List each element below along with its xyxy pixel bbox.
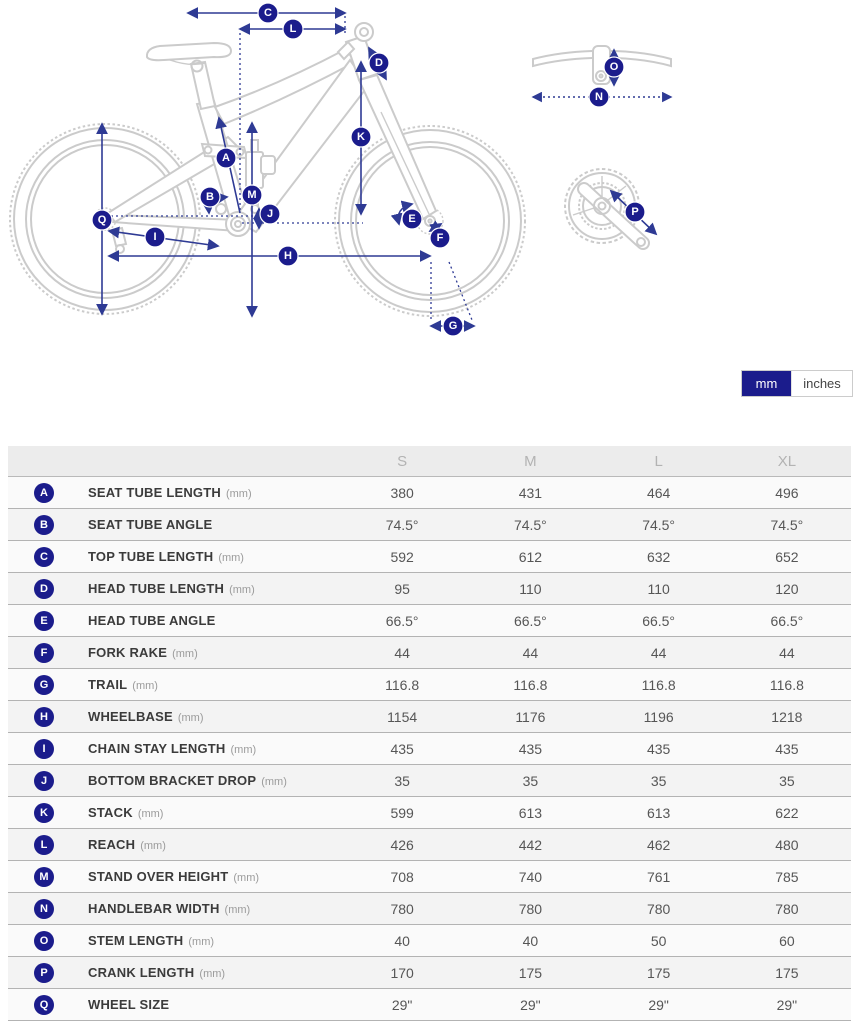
table-row	[8, 477, 851, 509]
row-label-cell	[80, 708, 338, 726]
svg-text:J: J	[266, 208, 274, 220]
inches-toggle-button[interactable]: inches	[791, 371, 852, 396]
diagram-label-c	[258, 3, 278, 23]
row-value-xl: 60	[779, 932, 795, 949]
row-value-l: 632	[646, 548, 671, 565]
row-value-s: 66.5°	[385, 612, 419, 629]
diagram-label-o	[604, 57, 624, 77]
row-letter-badge: O	[34, 931, 54, 951]
row-value-m: 110	[519, 580, 542, 597]
row-unit: (mm)	[137, 807, 164, 820]
row-value-m: 780	[518, 900, 543, 917]
row-value-l: 110	[647, 580, 670, 597]
row-value-l: 66.5°	[642, 612, 676, 629]
row-unit: (mm)	[177, 711, 204, 724]
table-row	[8, 669, 851, 701]
row-unit: (mm)	[199, 967, 226, 980]
table-row	[8, 605, 851, 637]
column-header-m: M	[524, 452, 537, 470]
row-value-m: 431	[518, 484, 543, 501]
row-letter-cell	[8, 675, 80, 695]
row-value-s: 116.8	[385, 676, 420, 693]
table-row	[8, 733, 851, 765]
diagram-label-a	[216, 148, 236, 168]
row-label: SEAT TUBE ANGLE	[88, 516, 213, 532]
svg-text:P: P	[631, 206, 639, 218]
geometry-diagram-svg	[0, 0, 859, 440]
row-value-l: 462	[646, 836, 671, 853]
row-value-s: 35	[394, 772, 410, 789]
table-header-row	[8, 446, 851, 477]
row-value-s: 599	[390, 804, 414, 821]
row-value-m: 740	[518, 868, 543, 885]
row-value-xl: 785	[775, 868, 799, 885]
row-label: CRANK LENGTH	[88, 964, 195, 980]
row-label: STACK	[88, 804, 133, 820]
column-header-l: L	[654, 452, 663, 470]
row-value-s: 780	[390, 900, 414, 917]
svg-text:C: C	[264, 7, 272, 19]
row-unit: (mm)	[172, 647, 198, 660]
diagram-label-n	[589, 87, 609, 107]
svg-text:E: E	[408, 213, 416, 225]
row-letter-badge: P	[34, 963, 54, 983]
row-label: CHAIN STAY LENGTH	[88, 740, 226, 756]
table-row	[8, 637, 851, 669]
row-value-l: 35	[650, 772, 667, 789]
row-value-s: 40	[394, 932, 410, 949]
handlebar-diagram	[533, 46, 671, 84]
row-value-s: 708	[390, 868, 414, 885]
svg-text:K: K	[357, 131, 365, 143]
row-value-s: 1154	[387, 708, 418, 725]
svg-text:L: L	[289, 23, 297, 35]
row-value-l: 175	[646, 964, 671, 981]
svg-text:I: I	[153, 231, 157, 243]
row-value-s: 95	[394, 580, 410, 597]
svg-text:G: G	[448, 320, 458, 332]
row-unit: (mm)	[224, 903, 251, 916]
row-value-m: 116.8	[513, 676, 548, 693]
row-letter-badge: A	[34, 483, 54, 503]
row-unit: (mm)	[229, 583, 255, 596]
row-label: STEM LENGTH	[88, 932, 184, 948]
row-letter-badge: B	[34, 515, 54, 535]
row-value-xl: 435	[775, 740, 799, 757]
row-label: WHEELBASE	[88, 708, 173, 724]
row-letter-cell	[8, 707, 80, 727]
diagram-label-m	[242, 185, 262, 205]
row-value-xl: 496	[775, 484, 799, 501]
table-row	[8, 701, 851, 733]
row-label: SEAT TUBE LENGTH	[88, 484, 221, 500]
row-value-xl: 780	[775, 900, 799, 917]
diagram-label-q	[92, 210, 112, 230]
row-letter-cell	[8, 899, 80, 919]
row-letter-badge: Q	[34, 995, 54, 1015]
row-letter-badge: M	[34, 867, 54, 887]
geometry-table	[8, 446, 851, 1021]
row-letter-cell	[8, 643, 80, 663]
row-value-m: 29"	[520, 996, 541, 1013]
row-letter-badge: L	[34, 835, 54, 855]
row-value-xl: 480	[775, 836, 799, 853]
table-row	[8, 541, 851, 573]
svg-text:M: M	[247, 189, 257, 201]
row-label-cell	[80, 484, 338, 502]
svg-text:D: D	[375, 57, 383, 69]
column-header-xl: XL	[777, 452, 797, 470]
diagram-label-h	[278, 246, 298, 266]
row-label-cell	[80, 644, 338, 662]
svg-text:O: O	[609, 61, 619, 73]
row-label: BOTTOM BRACKET DROP	[88, 772, 257, 788]
row-value-s: 74.5°	[385, 516, 419, 533]
row-value-l: 435	[646, 740, 671, 757]
table-row	[8, 925, 851, 957]
row-label: HEAD TUBE ANGLE	[88, 612, 216, 628]
row-letter-cell	[8, 579, 80, 599]
row-label-cell	[80, 772, 338, 790]
row-label-cell	[80, 996, 338, 1014]
row-label: HEAD TUBE LENGTH	[88, 580, 225, 596]
row-label-cell	[80, 548, 338, 566]
row-label-cell	[80, 676, 338, 694]
row-letter-cell	[8, 867, 80, 887]
row-unit: (mm)	[233, 871, 260, 884]
row-label-cell	[80, 740, 338, 758]
diagram-label-e	[402, 209, 422, 229]
svg-text:F: F	[436, 232, 444, 244]
row-letter-badge: E	[34, 611, 54, 631]
row-letter-cell	[8, 803, 80, 823]
diagram-label-j	[260, 204, 280, 224]
row-letter-cell	[8, 835, 80, 855]
mm-toggle-button[interactable]: mm	[742, 371, 791, 396]
row-value-m: 66.5°	[513, 612, 547, 629]
row-label-cell	[80, 868, 338, 886]
row-letter-badge: J	[34, 771, 54, 791]
diagram-label-p	[625, 202, 645, 222]
row-unit: (mm)	[188, 935, 215, 948]
row-label-cell	[80, 836, 338, 854]
row-label-cell	[80, 932, 338, 950]
row-label: HANDLEBAR WIDTH	[88, 900, 220, 916]
row-unit: (mm)	[225, 487, 252, 500]
svg-text:B: B	[206, 191, 214, 203]
row-letter-cell	[8, 963, 80, 983]
row-unit: (mm)	[132, 679, 158, 692]
diagram-label-g	[443, 316, 463, 336]
row-value-m: 1176	[515, 708, 546, 725]
row-unit: (mm)	[261, 775, 287, 788]
row-value-xl: 1218	[771, 708, 803, 725]
row-value-l: 44	[650, 644, 667, 661]
row-letter-cell	[8, 547, 80, 567]
row-value-xl: 35	[779, 772, 795, 789]
row-value-s: 170	[390, 964, 414, 981]
row-value-m: 74.5°	[513, 516, 547, 533]
row-label: REACH	[88, 836, 136, 852]
diagram-label-d	[369, 53, 389, 73]
row-value-l: 761	[646, 868, 671, 885]
row-value-s: 380	[390, 484, 414, 501]
row-value-xl: 29"	[776, 996, 798, 1013]
row-value-l: 74.5°	[642, 516, 676, 533]
row-value-xl: 622	[775, 804, 799, 821]
diagram-label-l	[283, 19, 303, 39]
front-wheel	[335, 126, 525, 316]
svg-text:N: N	[595, 91, 603, 103]
row-value-xl: 44	[779, 644, 795, 661]
bike-drawing	[10, 23, 671, 316]
row-value-xl: 652	[775, 548, 799, 565]
row-value-l: 613	[646, 804, 671, 821]
row-letter-badge: N	[34, 899, 54, 919]
row-letter-cell	[8, 931, 80, 951]
row-value-xl: 120	[775, 580, 799, 597]
table-body	[8, 477, 851, 1021]
table-row	[8, 957, 851, 989]
row-unit: (mm)	[230, 743, 257, 756]
row-value-m: 44	[522, 644, 539, 661]
row-value-l: 29"	[648, 996, 669, 1013]
row-value-xl: 116.8	[769, 676, 804, 693]
row-value-s: 592	[390, 548, 414, 565]
table-row	[8, 797, 851, 829]
row-letter-badge: K	[34, 803, 54, 823]
svg-text:Q: Q	[97, 214, 107, 226]
table-row	[8, 509, 851, 541]
row-letter-cell	[8, 739, 80, 759]
row-value-m: 612	[518, 548, 543, 565]
row-letter-badge: D	[34, 579, 54, 599]
table-row	[8, 765, 851, 797]
row-label-cell	[80, 612, 338, 630]
table-row	[8, 573, 851, 605]
bike-geometry-diagram	[0, 0, 859, 440]
row-letter-cell	[8, 995, 80, 1015]
diagram-label-f	[430, 228, 450, 248]
row-value-l: 464	[646, 484, 671, 501]
diagram-label-k	[351, 127, 371, 147]
row-value-m: 442	[518, 836, 543, 853]
row-value-m: 435	[518, 740, 543, 757]
row-value-m: 613	[518, 804, 543, 821]
row-label: STAND OVER HEIGHT	[88, 868, 229, 884]
row-label: TRAIL	[88, 676, 128, 692]
diagram-label-b	[200, 187, 220, 207]
row-letter-badge: C	[34, 547, 54, 567]
row-letter-badge: F	[34, 643, 54, 663]
unit-toggle	[741, 370, 853, 397]
row-label: TOP TUBE LENGTH	[88, 548, 214, 564]
row-value-m: 35	[522, 772, 539, 789]
row-value-xl: 175	[775, 964, 799, 981]
column-header-s: S	[397, 452, 408, 470]
row-value-s: 426	[390, 836, 414, 853]
svg-text:H: H	[284, 250, 292, 262]
table-row	[8, 829, 851, 861]
row-value-m: 40	[522, 932, 539, 949]
row-value-s: 29"	[391, 996, 413, 1013]
row-value-l: 50	[650, 932, 667, 949]
row-letter-cell	[8, 611, 80, 631]
row-label-cell	[80, 516, 338, 534]
row-letter-badge: G	[34, 675, 54, 695]
table-row	[8, 989, 851, 1021]
row-letter-badge: I	[34, 739, 54, 759]
row-value-s: 44	[394, 644, 410, 661]
row-unit: (mm)	[218, 551, 244, 564]
row-label-cell	[80, 964, 338, 982]
row-value-l: 780	[646, 900, 671, 917]
row-unit: (mm)	[140, 839, 166, 852]
table-row	[8, 861, 851, 893]
row-label-cell	[80, 804, 338, 822]
row-value-l: 116.8	[641, 676, 676, 693]
svg-text:A: A	[222, 152, 230, 164]
row-label-cell	[80, 900, 338, 918]
row-value-xl: 74.5°	[770, 516, 804, 533]
row-letter-cell	[8, 771, 80, 791]
row-letter-cell	[8, 483, 80, 503]
row-label: WHEEL SIZE	[88, 996, 170, 1012]
row-letter-badge: H	[34, 707, 54, 727]
row-value-xl: 66.5°	[770, 612, 804, 629]
table-row	[8, 893, 851, 925]
row-label: FORK RAKE	[88, 644, 168, 660]
row-letter-cell	[8, 515, 80, 535]
diagram-label-i	[145, 227, 165, 247]
row-value-m: 175	[518, 964, 543, 981]
row-value-l: 1196	[643, 708, 674, 725]
row-value-s: 435	[390, 740, 414, 757]
row-label-cell	[80, 580, 338, 598]
